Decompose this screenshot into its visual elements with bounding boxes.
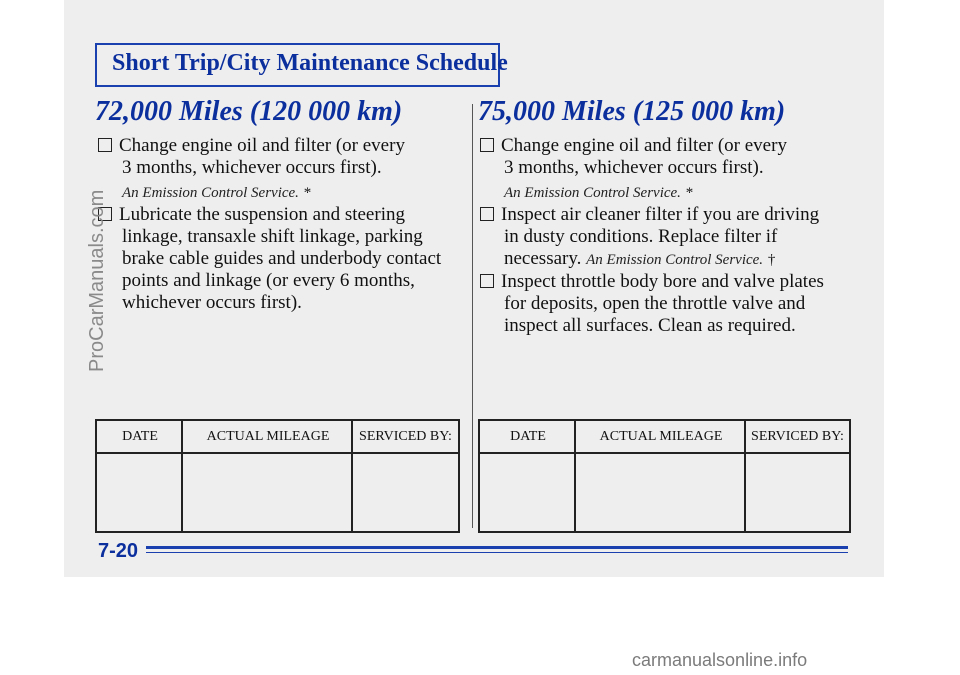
left-column-title: 72,000 Miles (120 000 km) (95, 96, 403, 127)
table-header-serviced-by: SERVICED BY: (751, 429, 844, 444)
footnote-mark: * (303, 185, 312, 201)
item-text: inspect all surfaces. Clean as required. (504, 315, 796, 336)
page-number: 7-20 (98, 540, 139, 562)
footer-rule-thin (146, 552, 848, 553)
right-item-oil-change (480, 135, 787, 204)
emission-service-note: An Emission Control Service. (122, 185, 299, 201)
footer-watermark: carmanualsonline.info (632, 650, 808, 670)
serviced-by-cell[interactable] (746, 454, 849, 531)
right-item-air-filter (480, 204, 819, 271)
column-divider (472, 104, 473, 528)
footer-rule (146, 546, 848, 549)
item-text: Change engine oil and filter (or every (119, 135, 405, 156)
table-header-mileage: ACTUAL MILEAGE (206, 429, 330, 444)
checkbox-icon[interactable] (480, 274, 494, 288)
item-text: Lubricate the suspension and steering (119, 204, 405, 225)
item-text: points and linkage (or every 6 months, (122, 270, 415, 291)
page-title: Short Trip/City Maintenance Schedule (112, 50, 508, 76)
table-header-date: DATE (122, 429, 158, 444)
table-header-serviced-by: SERVICED BY: (359, 429, 452, 444)
table-header-mileage: ACTUAL MILEAGE (599, 429, 723, 444)
item-text: Change engine oil and filter (or every (501, 135, 787, 156)
checkbox-icon[interactable] (480, 207, 494, 221)
item-text: 3 months, whichever occurs first). (504, 157, 764, 178)
left-item-lubricate (98, 204, 441, 314)
date-cell[interactable] (480, 454, 574, 531)
emission-service-note: An Emission Control Service. (504, 185, 681, 201)
item-text: brake cable guides and underbody contact (122, 248, 442, 269)
right-column-title: 75,000 Miles (125 000 km) (478, 96, 786, 127)
mileage-cell[interactable] (576, 454, 744, 531)
checkbox-icon[interactable] (98, 138, 112, 152)
item-text: linkage, transaxle shift linkage, parking (122, 226, 423, 247)
table-header-date: DATE (510, 429, 546, 444)
service-record-table-right (478, 419, 851, 533)
checkbox-icon[interactable] (480, 138, 494, 152)
item-text: for deposits, open the throttle valve and (504, 293, 806, 314)
item-text: Inspect air cleaner filter if you are driving (501, 204, 820, 225)
emission-service-note: An Emission Control Service. (586, 252, 764, 268)
item-text: in dusty conditions. Replace filter if (504, 226, 778, 247)
service-record-table-left (95, 419, 460, 533)
item-text: necessary. (504, 248, 582, 269)
serviced-by-cell[interactable] (353, 454, 458, 531)
mileage-cell[interactable] (183, 454, 351, 531)
left-item-oil-change (98, 135, 405, 204)
side-watermark: ProCarManuals.com (86, 189, 108, 372)
date-cell[interactable] (97, 454, 181, 531)
right-item-throttle-body (480, 271, 824, 337)
item-text: whichever occurs first). (122, 292, 302, 313)
item-text: 3 months, whichever occurs first). (122, 157, 382, 178)
item-text: Inspect throttle body bore and valve plates (501, 271, 824, 292)
footnote-mark: * (685, 185, 694, 201)
footnote-mark: † (767, 252, 776, 268)
